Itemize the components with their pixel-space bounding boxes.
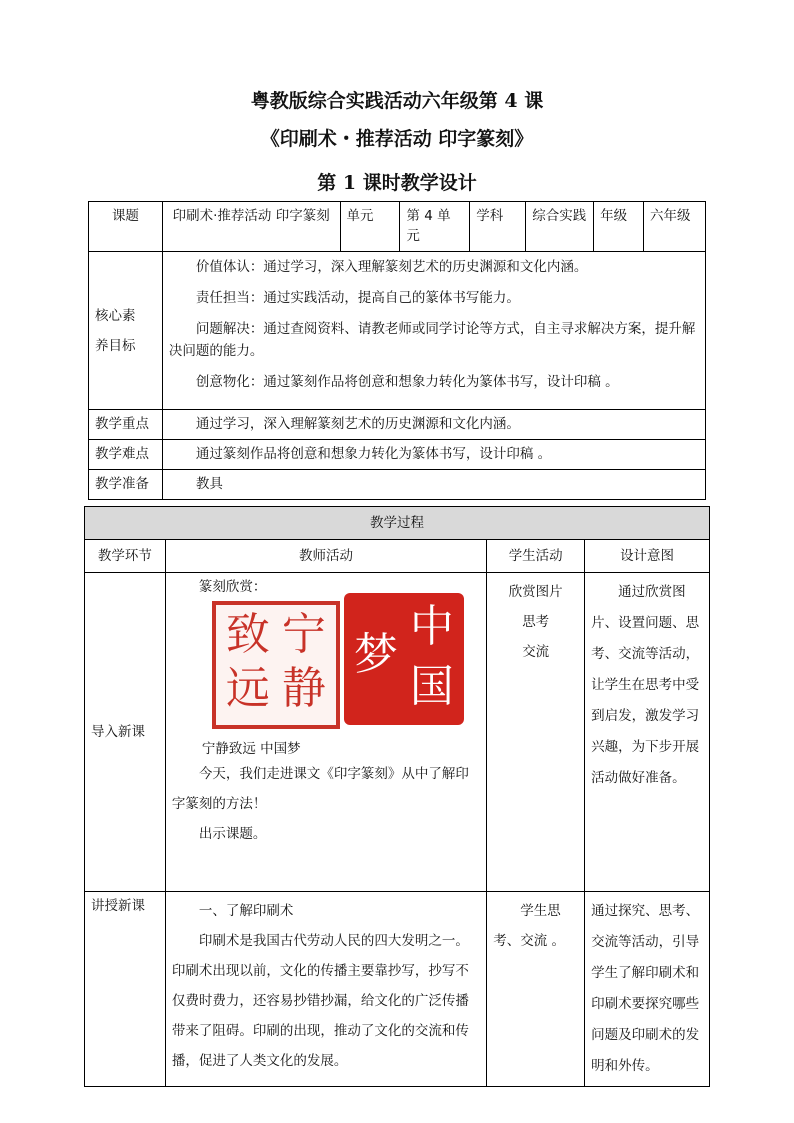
- seal-ningjing-zhiyuan: [212, 601, 340, 729]
- lecture-stage: 讲授新课: [85, 892, 166, 1087]
- difficulty-value: 通过篆刻作品将创意和想象力转化为篆体书写，设计印稿 。: [195, 446, 552, 462]
- lecture-teacher-line: 一、了解印刷术: [198, 903, 294, 919]
- seal-caption: 宁静致远 中国梦: [201, 741, 301, 757]
- intro-teacher-line: 篆刻欣赏：: [198, 579, 267, 595]
- intro-intent: [585, 573, 710, 892]
- seal-char: 致: [225, 609, 270, 660]
- lecture-student: [487, 892, 585, 1087]
- core-goals-label-line1: 核心素: [95, 307, 136, 324]
- grade-value: 六年级: [644, 202, 706, 252]
- intro-intent-text: 通过欣赏图片、设置问题、思考、交流等活动，让学生在思考中受到启发，激发学习兴趣，为下步开展活动做好准备。: [591, 584, 700, 786]
- preparation-cell: [162, 470, 705, 500]
- process-table: [84, 506, 710, 1087]
- col-stage: 教学环节: [85, 540, 166, 573]
- process-header: 教学过程: [85, 507, 710, 540]
- core-goals-content: [162, 252, 705, 410]
- grade-label: 年级: [594, 202, 644, 252]
- seal-char: 宁: [281, 609, 326, 660]
- unit-label: 单元: [340, 202, 400, 252]
- info-table: [88, 201, 706, 500]
- key-point-label: 教学重点: [89, 410, 163, 440]
- difficulty-label: 教学难点: [89, 440, 163, 470]
- seal-images: [212, 601, 480, 733]
- seal-char: 静: [281, 663, 326, 714]
- intro-teacher: [165, 573, 486, 892]
- col-teacher: 教师活动: [165, 540, 486, 573]
- seal-char: 中: [409, 601, 454, 652]
- intro-student-line: 欣赏图片: [508, 584, 563, 600]
- intro-student-line: 交流: [522, 644, 550, 660]
- intro-student-line: 思考: [522, 614, 550, 630]
- preparation-label: 教学准备: [89, 470, 163, 500]
- subject-label: 学科: [470, 202, 526, 252]
- key-point-cell: [162, 410, 705, 440]
- course-value: 印刷术·推荐活动 印字篆刻: [162, 202, 340, 252]
- core-goal-item: 价值体认：通过学习，深入理解篆刻艺术的历史渊源和文化内涵。: [195, 259, 588, 275]
- col-student: 学生活动: [487, 540, 585, 573]
- seal-char: 梦: [353, 629, 398, 680]
- lecture-teacher-line: 印刷术是我国古代劳动人民的四大发明之一。印刷术出现以前，文化的传播主要靠抄写，抄写不仅费时费力，还容易抄错抄漏，给文化的广泛传播带来了阻碍。印刷的出现，推动了文化的交流和传播，促进了人类文化的发展。: [171, 933, 469, 1069]
- doc-subtitle: 《印刷术・推荐活动 印字篆刻》: [260, 128, 534, 150]
- lecture-intent-text: 通过探究、思考、交流等活动，引导学生了解印刷术和印刷术要探究哪些问题及印刷术的发明和外传。: [591, 903, 700, 1074]
- intro-teacher-line: 出示课题。: [198, 826, 267, 842]
- seal-zhongguo-meng: [344, 593, 464, 725]
- preparation-value: 教具: [195, 476, 223, 492]
- key-point-value: 通过学习，深入理解篆刻艺术的历史渊源和文化内涵。: [195, 416, 520, 432]
- lecture-teacher: [165, 892, 486, 1087]
- intro-stage: 导入新课: [85, 573, 166, 892]
- doc-title: 粤教版综合实践活动六年级第 4 课: [250, 90, 544, 112]
- intro-teacher-line: 今天，我们走进课文《印字篆刻》从中了解印字篆刻的方法！: [171, 766, 469, 812]
- seal-char: 远: [225, 663, 270, 714]
- lecture-student-text: 学生思考、交流 。: [493, 903, 566, 949]
- core-goal-item: 创意物化：通过篆刻作品将创意和想象力转化为篆体书写，设计印稿 。: [195, 374, 619, 390]
- core-goal-item: 问题解决：通过查阅资料、请教老师或同学讨论等方式，自主寻求解决方案，提升解决问题的能力。: [168, 321, 696, 359]
- seal-char: 国: [409, 661, 454, 712]
- unit-value: 第 4 单元: [400, 202, 470, 252]
- course-label: 课题: [89, 202, 163, 252]
- lecture-intent: [585, 892, 710, 1087]
- core-goal-item: 责任担当：通过实践活动，提高自己的篆体书写能力。: [195, 290, 520, 306]
- col-intent: 设计意图: [585, 540, 710, 573]
- core-goals-label-line2: 养目标: [95, 337, 136, 354]
- intro-student: [487, 573, 585, 892]
- difficulty-cell: [162, 440, 705, 470]
- core-goals-label: [89, 252, 163, 410]
- doc-lesson-title: 第 1 课时教学设计: [317, 172, 477, 194]
- subject-value: 综合实践: [526, 202, 594, 252]
